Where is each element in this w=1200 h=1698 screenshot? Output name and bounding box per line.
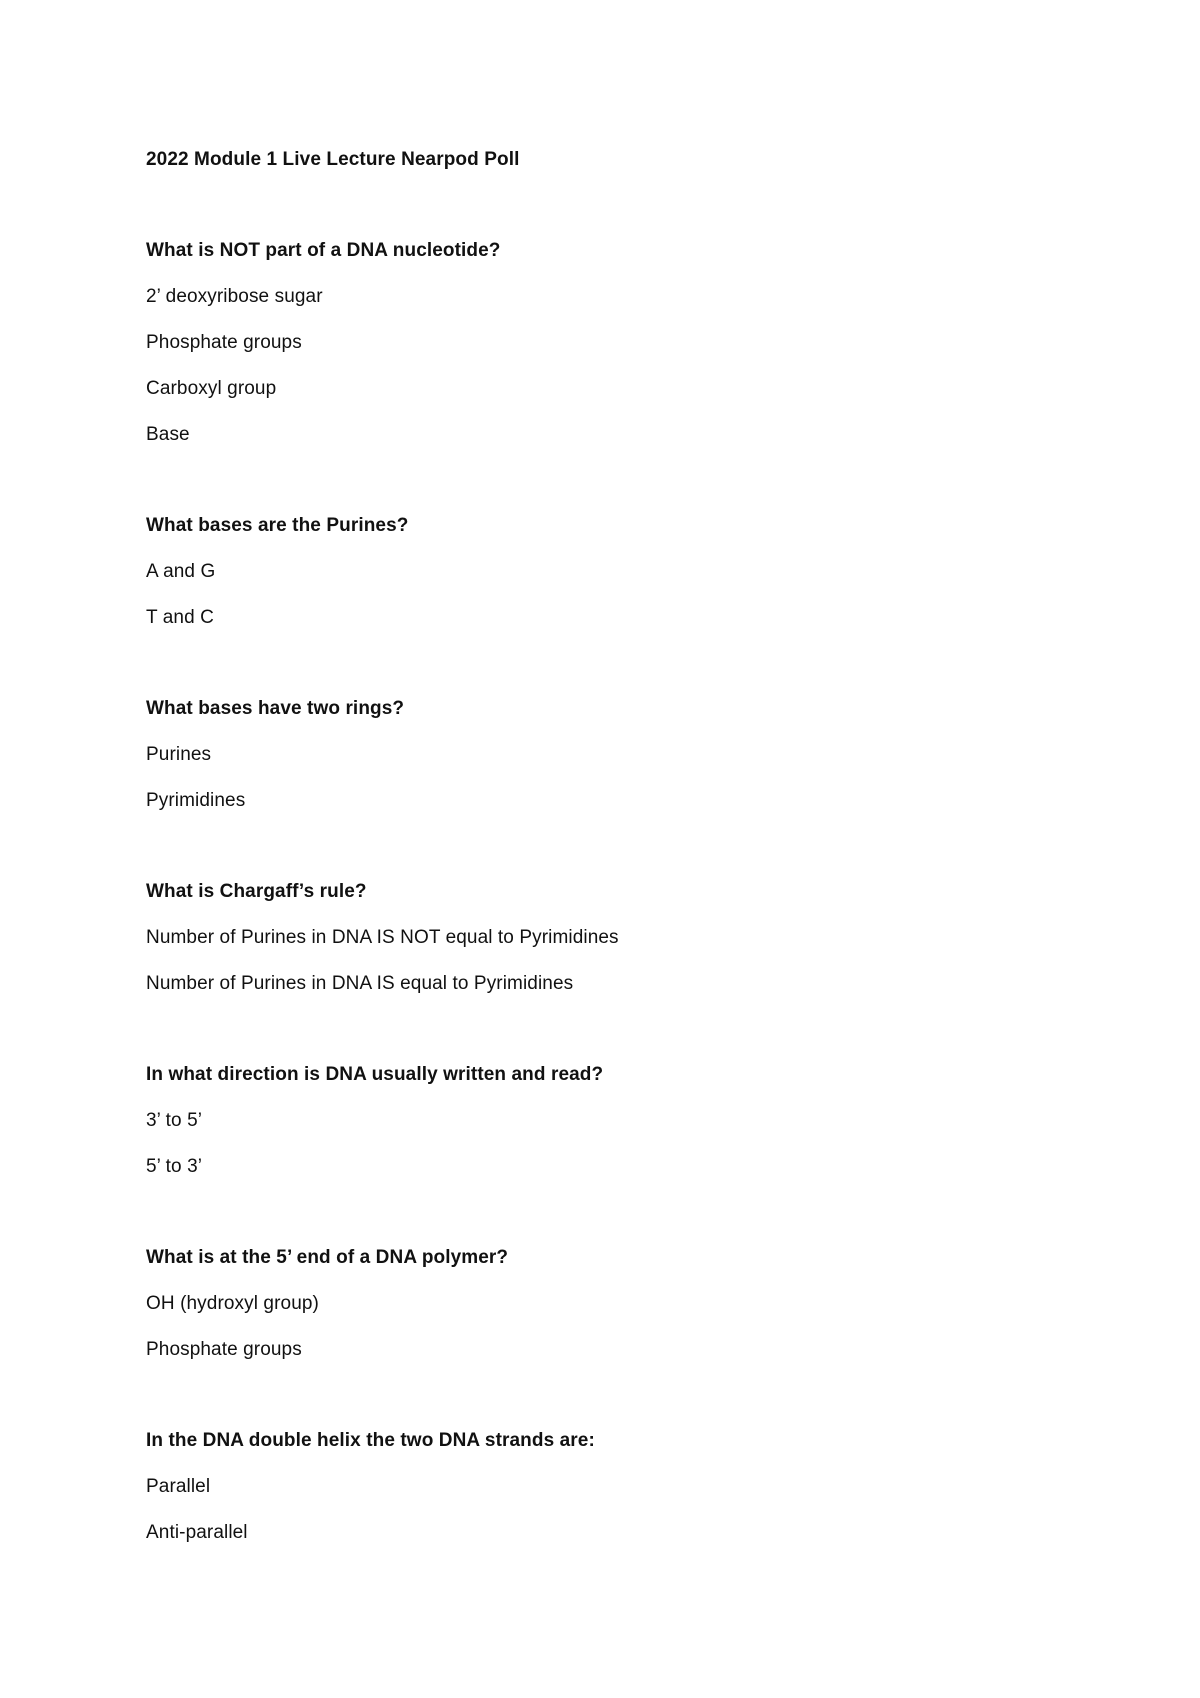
question-2: What bases are the Purines?	[146, 515, 409, 536]
document-title: 2022 Module 1 Live Lecture Nearpod Poll	[146, 149, 520, 170]
question-1-option-4: Base	[146, 424, 190, 445]
question-1-option-3: Carboxyl group	[146, 378, 277, 399]
question-6-option-2: Phosphate groups	[146, 1339, 302, 1360]
question-1-option-1: 2’ deoxyribose sugar	[146, 286, 323, 307]
question-1: What is NOT part of a DNA nucleotide?	[146, 240, 501, 261]
question-7: In the DNA double helix the two DNA strands are:	[146, 1430, 595, 1451]
question-2-option-1: A and G	[146, 561, 216, 582]
question-5: In what direction is DNA usually written and read?	[146, 1064, 604, 1085]
question-5-option-1: 3’ to 5’	[146, 1110, 203, 1131]
question-3-option-2: Pyrimidines	[146, 790, 246, 811]
question-2-option-2: T and C	[146, 607, 214, 628]
question-5-option-2: 5’ to 3’	[146, 1156, 203, 1177]
question-6: What is at the 5’ end of a DNA polymer?	[146, 1247, 509, 1268]
question-4: What is Chargaff’s rule?	[146, 881, 367, 902]
question-3-option-1: Purines	[146, 744, 212, 765]
question-4-option-2: Number of Purines in DNA IS equal to Pyrimidines	[146, 973, 574, 994]
question-6-option-1: OH (hydroxyl group)	[146, 1293, 319, 1314]
question-1-option-2: Phosphate groups	[146, 332, 302, 353]
question-3: What bases have two rings?	[146, 698, 405, 719]
question-7-option-1: Parallel	[146, 1476, 211, 1497]
question-4-option-1: Number of Purines in DNA IS NOT equal to Pyrimidines	[146, 927, 619, 948]
question-7-option-2: Anti-parallel	[146, 1522, 248, 1543]
